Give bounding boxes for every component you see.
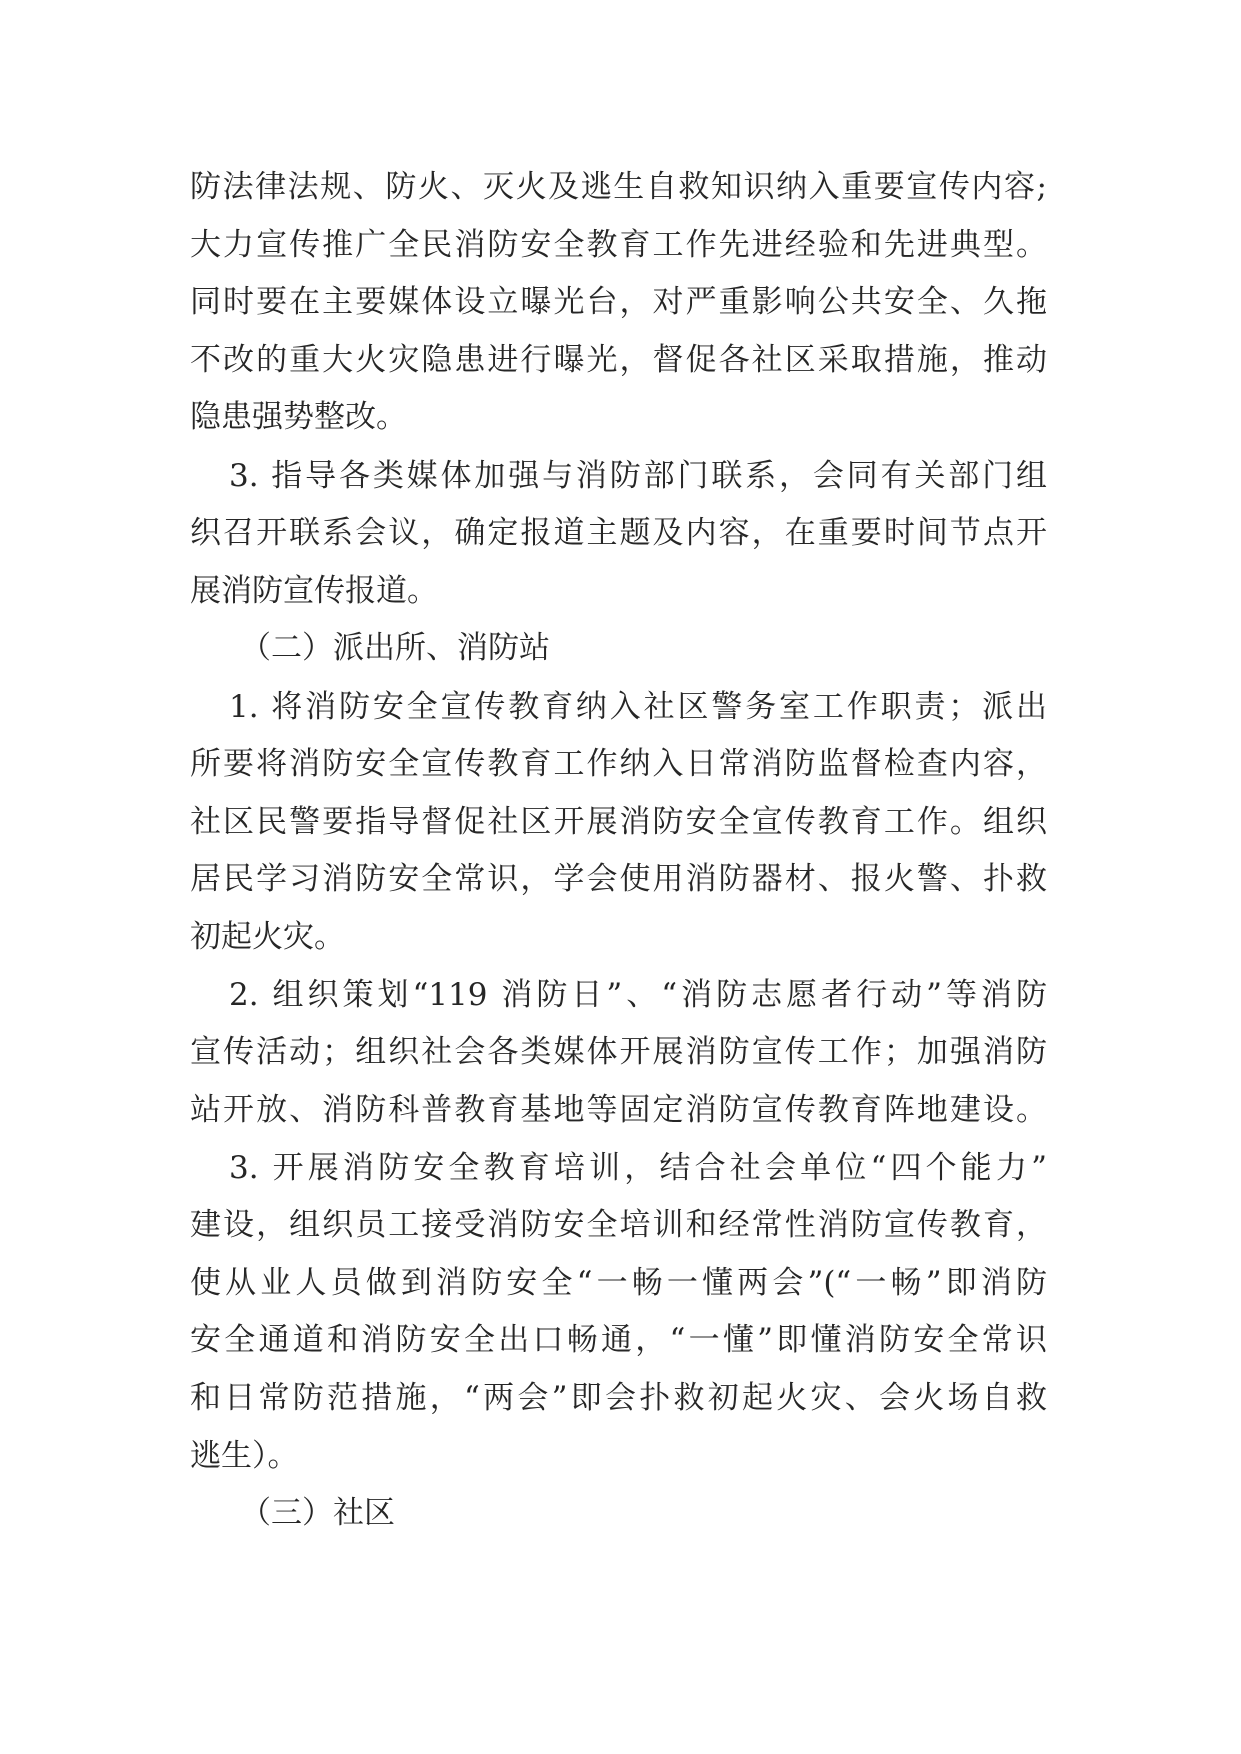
text-line: 同时要在主要媒体设立曝光台，对严重影响公共安全、久拖 — [190, 284, 1047, 320]
text-line: 居民学习消防安全常识，学会使用消防器材、报火警、扑救 — [190, 861, 1047, 897]
text-line: 3. 指导各类媒体加强与消防部门联系，会同有关部门组 — [229, 458, 1047, 494]
text-line: 1. 将消防安全宣传教育纳入社区警务室工作职责；派出 — [229, 689, 1047, 725]
text-line: 2. 组织策划“119 消防日”、“消防志愿者行动”等消防 — [229, 977, 1047, 1013]
text-line: 宣传活动；组织社会各类媒体开展消防宣传工作；加强消防 — [190, 1034, 1047, 1070]
text-line: 初起火灾。 — [190, 919, 345, 955]
text-line: 不改的重大火灾隐患进行曝光，督促各社区采取措施，推动 — [190, 342, 1047, 378]
text-line: 和日常防范措施，“两会”即会扑救初起火灾、会火场自救 — [190, 1380, 1047, 1416]
text-line: 大力宣传推广全民消防安全教育工作先进经验和先进典型。 — [190, 227, 1047, 263]
text-line: 隐患强势整改。 — [190, 399, 407, 435]
text-line: 使从业人员做到消防安全“一畅一懂两会”(“一畅”即消防 — [190, 1265, 1047, 1301]
text-line: 3. 开展消防安全教育培训，结合社会单位“四个能力” — [229, 1150, 1047, 1186]
heading-line: （三）社区 — [240, 1495, 395, 1531]
text-line: 逃生）。 — [190, 1438, 299, 1474]
text-line: 展消防宣传报道。 — [190, 573, 438, 609]
text-line: 安全通道和消防安全出口畅通，“一懂”即懂消防安全常识 — [190, 1322, 1047, 1358]
text-line: 防法律法规、防火、灭火及逃生自救知识纳入重要宣传内容; — [190, 169, 1047, 205]
text-line: 站开放、消防科普教育基地等固定消防宣传教育阵地建设。 — [190, 1092, 1047, 1128]
text-line: 织召开联系会议，确定报道主题及内容，在重要时间节点开 — [190, 515, 1047, 551]
text-line: 社区民警要指导督促社区开展消防安全宣传教育工作。组织 — [190, 804, 1047, 840]
text-line: 建设，组织员工接受消防安全培训和经常性消防宣传教育， — [190, 1207, 1047, 1243]
heading-line: （二）派出所、消防站 — [240, 630, 550, 666]
text-line: 所要将消防安全宣传教育工作纳入日常消防监督检查内容， — [190, 746, 1047, 782]
